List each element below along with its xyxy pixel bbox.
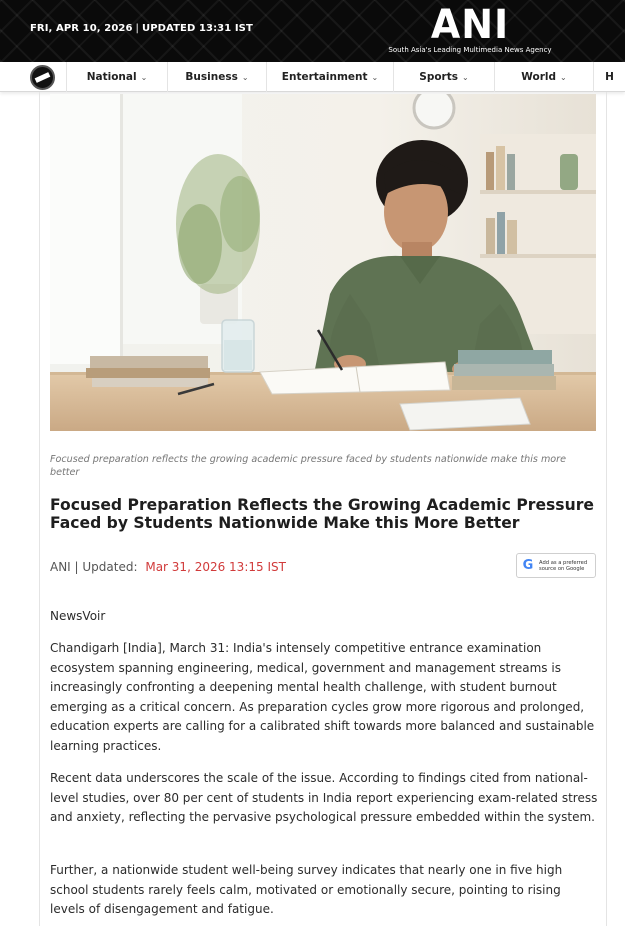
nav-item-label: Business	[185, 71, 238, 83]
image-caption: Focused preparation reflects the growing academic pressure faced by students nationwide make this more better	[50, 454, 567, 478]
article-paragraph: Recent data underscores the scale of the issue. According to findings cited from national-level studies, over 80 per cent of students in India report experiencing exam-related stress and anxiety, reflecting the pervasive psychological pressure embedded within the system.	[50, 771, 598, 825]
home-logo-icon[interactable]	[30, 65, 55, 90]
article-image	[50, 94, 596, 431]
site-header	[0, 0, 625, 62]
chevron-down-icon: ⌄	[462, 72, 469, 82]
brand-tagline: South Asia's Leading Multimedia News Agency	[388, 46, 552, 54]
google-preferred-source-button[interactable]	[516, 553, 596, 578]
nav-item-label: Entertainment	[281, 71, 368, 83]
nav-item-business[interactable]	[167, 62, 266, 92]
nav-item-health[interactable]	[593, 62, 625, 92]
chevron-down-icon: ⌄	[371, 72, 379, 82]
nav-item-world[interactable]	[494, 62, 593, 92]
nav-item-national[interactable]	[66, 62, 167, 92]
nav-item-entertainment[interactable]	[266, 62, 393, 92]
article-border-right	[606, 92, 607, 926]
ani-logo[interactable]	[380, 4, 560, 60]
google-badge-label: Add as a preferred source on Google	[539, 559, 588, 572]
nav-item-sports[interactable]	[393, 62, 494, 92]
nav-item-label: Sports	[419, 71, 459, 83]
updated-time: UPDATED 13:31 IST	[142, 23, 253, 34]
article-meta	[50, 560, 286, 574]
chevron-down-icon: ⌄	[560, 72, 567, 82]
brand-name: ANI	[430, 2, 510, 48]
article-border-left	[39, 92, 40, 926]
header-date: FRI, APR 10, 2026 | UPDATED 13:31 IST	[30, 23, 253, 34]
article-title: Focused Preparation Reflects the Growing Academic Pressure Faced by Students Nationwide Make this More Better	[50, 496, 594, 532]
article-source: NewsVoir	[50, 609, 106, 623]
current-date: FRI, APR 10, 2026	[30, 23, 133, 34]
article-paragraph: Chandigarh [India], March 31: India's intensely competitive entrance examination ecosystem spanning engineering, medical, government and management streams is increasingly confronting a deepening mental health challenge, with student burnout emerging as a critical concern. As preparation cycles grow more rigorous and prolonged, education experts are calling for a calibrated shift towards more balanced and sustainable learning practices.	[50, 641, 595, 753]
main-nav	[0, 62, 625, 92]
nav-item-label: H	[605, 71, 614, 83]
byline: ANI | Updated:	[50, 560, 138, 574]
nav-menu	[66, 62, 625, 92]
nav-item-label: World	[521, 71, 556, 83]
updated-timestamp: Mar 31, 2026 13:15 IST	[145, 560, 286, 574]
article-paragraph: Further, a nationwide student well-being survey indicates that nearly one in five high school students rarely feels calm, motivated or emotionally secure, pointing to rising levels of disengagement and fatigue.	[50, 863, 563, 917]
student-studying-illustration	[50, 94, 596, 431]
nav-item-label: National	[86, 71, 137, 83]
chevron-down-icon: ⌄	[140, 72, 148, 82]
chevron-down-icon: ⌄	[241, 72, 249, 82]
google-g-icon: G	[522, 558, 534, 573]
